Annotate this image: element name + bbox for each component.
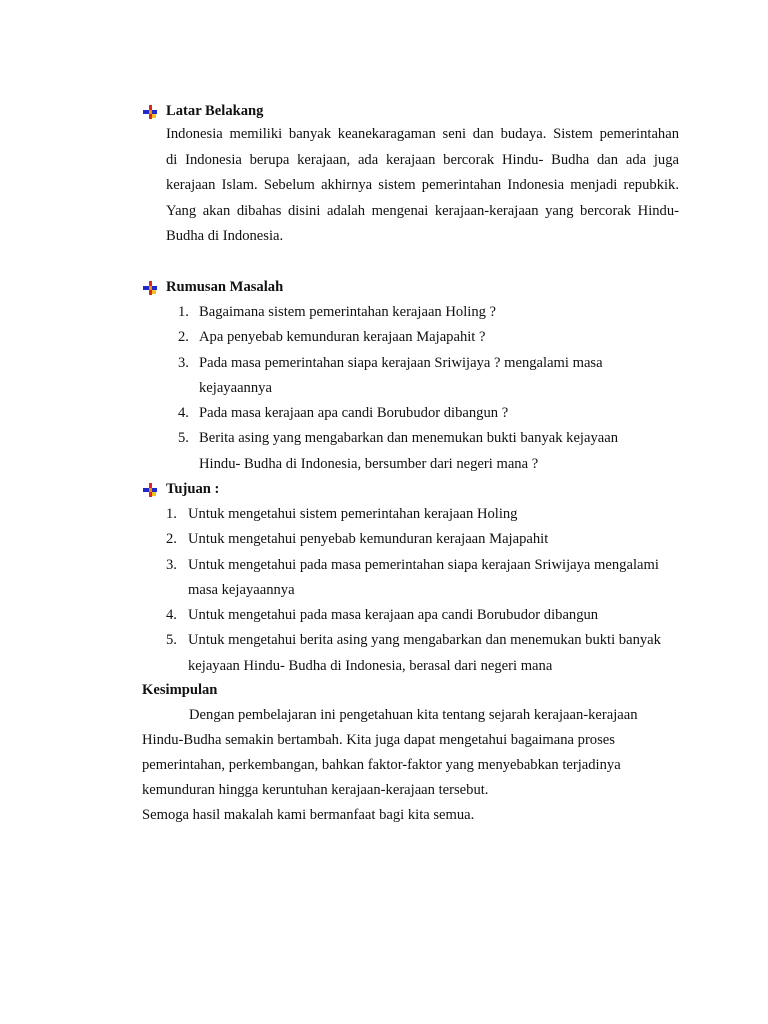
list-text: Bagaimana sistem pemerintahan kerajaan Holing ? <box>199 304 497 320</box>
list-text: Apa penyebab kemunduran kerajaan Majapahit ? <box>199 329 486 346</box>
list-text-continued: Hindu- Budha di Indonesia, bersumber dari negeri mana ? <box>199 455 539 472</box>
list-item <box>166 553 680 604</box>
colored-cross-bullet-icon <box>142 280 158 296</box>
rumusan-masalah-title: Rumusan Masalah <box>166 279 284 295</box>
tujuan-list <box>166 502 680 679</box>
rumusan-masalah-heading <box>142 279 283 296</box>
list-text: Pada masa kerajaan apa candi Borubudor dibangun ? <box>199 405 509 422</box>
list-text-continued: kejayaannya <box>199 379 272 396</box>
latar-belakang-title: Latar Belakang <box>166 103 264 119</box>
list-number: 3. <box>166 556 177 573</box>
colored-cross-bullet-icon <box>142 482 158 498</box>
paragraph-line: Indonesia memiliki banyak keanekaragaman seni dan budaya. Sistem pemerintahan <box>166 126 679 142</box>
tujuan-title: Tujuan : <box>166 481 220 497</box>
list-text: Berita asing yang mengabarkan dan menemukan bukti banyak kejayaan <box>199 430 619 447</box>
list-number: 5. <box>178 430 189 447</box>
paragraph-line: di Indonesia berupa kerajaan, ada kerajaan bercorak Hindu- Budha dan ada juga <box>166 151 679 168</box>
list-item <box>166 527 680 552</box>
list-text: Untuk mengetahui pada masa pemerintahan siapa kerajaan Sriwijaya mengalami <box>188 556 659 573</box>
list-text: Untuk mengetahui pada masa kerajaan apa candi Borubudor dibangun <box>188 607 599 624</box>
list-text: Untuk mengetahui penyebab kemunduran kerajaan Majapahit <box>188 531 549 548</box>
paragraph-line: Yang akan dibahas disini adalah mengenai kerajaan-kerajaan yang bercorak Hindu- <box>166 202 679 219</box>
list-item <box>166 603 680 628</box>
list-item <box>178 325 658 350</box>
list-number: 1. <box>166 506 177 522</box>
list-item <box>166 628 680 679</box>
tujuan-heading <box>142 481 219 498</box>
kesimpulan-line: pemerintahan, perkembangan, bahkan faktor-faktor yang menyebabkan terjadinya <box>142 757 621 773</box>
list-text: Untuk mengetahui berita asing yang mengabarkan dan menemukan bukti banyak <box>188 632 661 649</box>
kesimpulan-line: Semoga hasil makalah kami bermanfaat bagi kita semua. <box>142 807 475 823</box>
list-item <box>178 351 658 402</box>
list-item <box>178 426 658 477</box>
list-text-continued: masa kejayaannya <box>188 581 295 598</box>
colored-cross-bullet-icon <box>142 104 158 120</box>
list-number: 4. <box>178 405 189 422</box>
paragraph-line: kerajaan Islam. Sebelum akhirnya sistem pemerintahan Indonesia menjadi repubkik. <box>166 177 679 193</box>
kesimpulan-line: kemunduran hingga keruntuhan kerajaan-kerajaan tersebut. <box>142 782 489 798</box>
latar-belakang-paragraph <box>166 122 679 250</box>
kesimpulan-heading: Kesimpulan <box>142 682 218 698</box>
list-text: Untuk mengetahui sistem pemerintahan kerajaan Holing <box>188 506 518 522</box>
list-text: Pada masa pemerintahan siapa kerajaan Sriwijaya ? mengalami masa <box>199 354 603 371</box>
list-number: 4. <box>166 607 177 624</box>
list-item <box>166 502 680 527</box>
list-text-continued: kejayaan Hindu- Budha di Indonesia, berasal dari negeri mana <box>188 657 553 674</box>
kesimpulan-line: Hindu-Budha semakin bertambah. Kita juga dapat mengetahui bagaimana proses <box>142 732 615 748</box>
list-number: 5. <box>166 632 177 649</box>
list-number: 3. <box>178 354 189 371</box>
kesimpulan-line: Dengan pembelajaran ini pengetahuan kita tentang sejarah kerajaan-kerajaan <box>189 707 638 723</box>
list-number: 1. <box>178 304 189 320</box>
list-number: 2. <box>166 531 177 548</box>
list-number: 2. <box>178 329 189 346</box>
list-item <box>178 300 658 325</box>
list-item <box>178 401 658 426</box>
paragraph-line: Budha di Indonesia. <box>166 228 284 244</box>
rumusan-masalah-list <box>178 300 658 477</box>
latar-belakang-heading <box>142 103 263 120</box>
